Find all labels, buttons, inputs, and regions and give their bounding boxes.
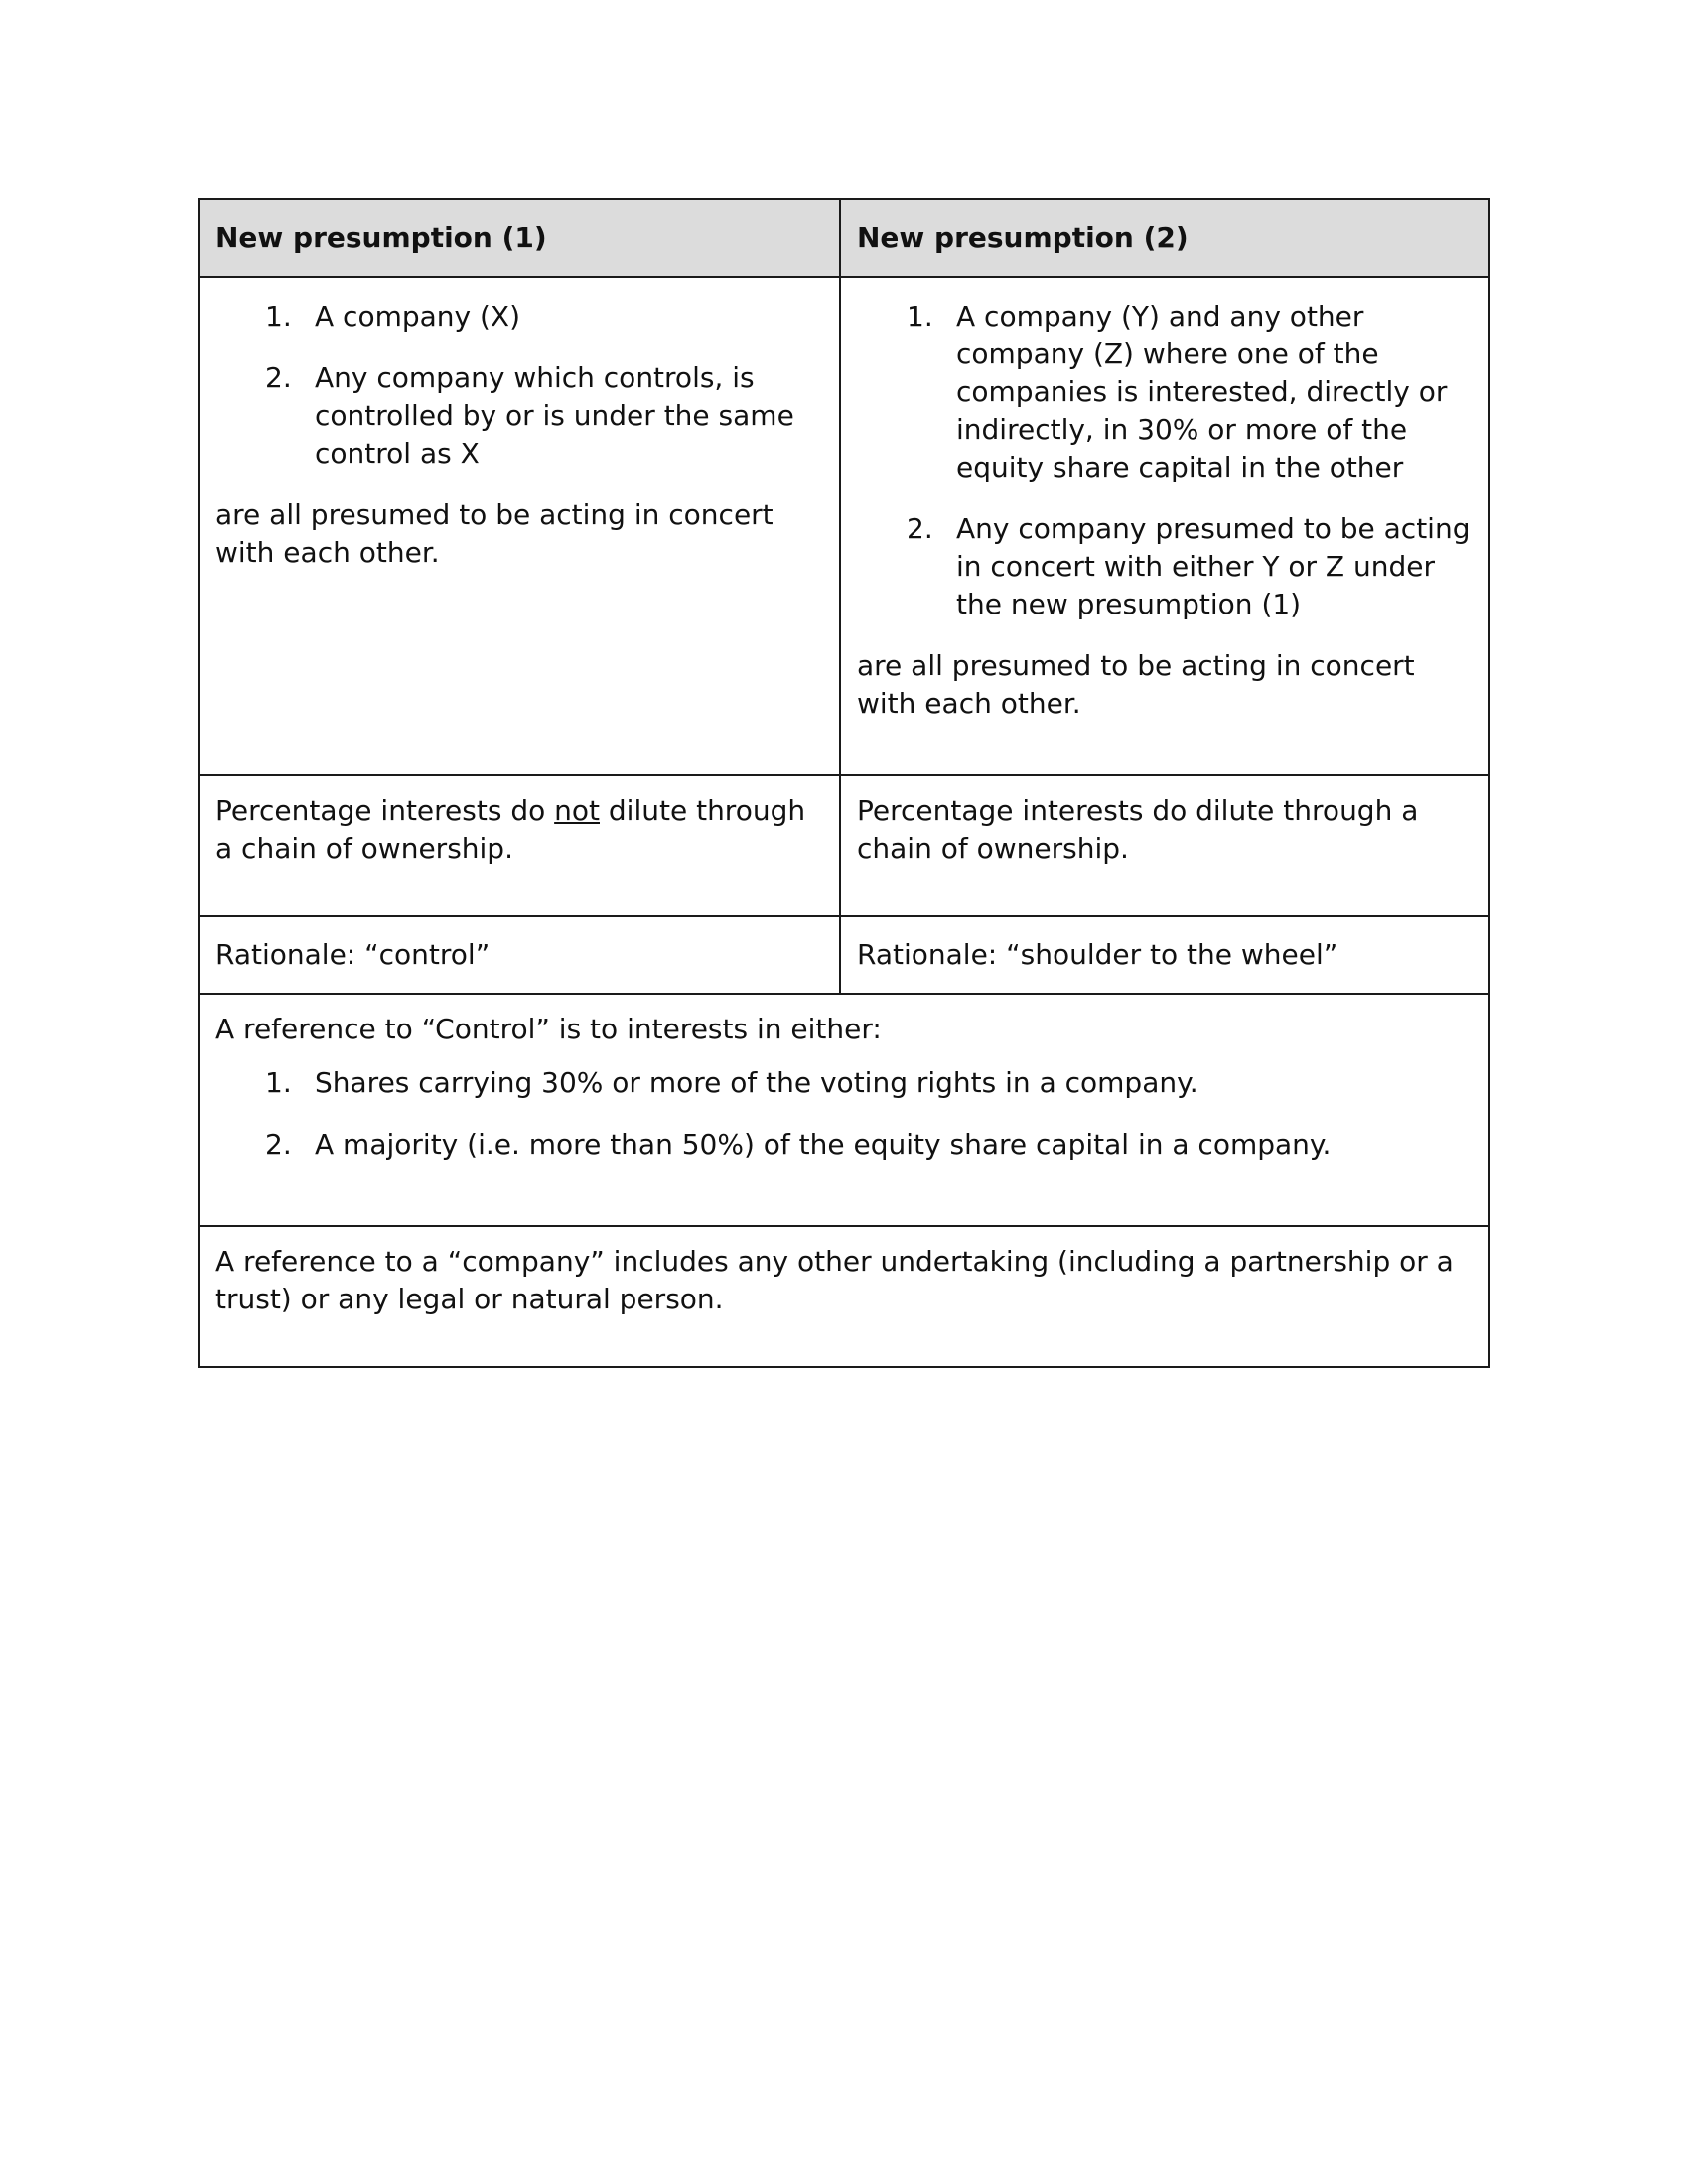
list-number: 1. [907,300,933,333]
presumption-2-list [857,298,1473,623]
rationale-row [199,916,1489,994]
header-presumption-2: New presumption (2) [840,199,1489,277]
dilution-left-before: Percentage interests do [215,794,555,827]
list-number: 1. [265,300,292,333]
list-text: Any company presumed to be acting in concert with either Y or Z under the new presumption (1) [956,512,1471,620]
control-definition-row [199,994,1489,1226]
list-item [215,298,823,336]
list-item [857,510,1473,623]
list-number: 1. [265,1066,292,1099]
presumption-details-row [199,277,1489,775]
dilution-right-cell [840,775,1489,916]
presumption-1-list [215,298,823,473]
company-definition-row [199,1226,1489,1367]
header-presumption-1: New presumption (1) [199,199,840,277]
list-item [857,298,1473,486]
company-definition-text: A reference to a “company” includes any other undertaking (including a partnership or a trust) or any legal or natural person. [215,1245,1454,1315]
presumption-2-cell [840,277,1489,775]
dilution-right-text: Percentage interests do dilute through a chain of ownership. [857,794,1419,865]
list-number: 2. [907,512,933,545]
presumption-1-closing: are all presumed to be acting in concert with each other. [215,498,774,569]
list-text: Any company which controls, is controlled by or is under the same control as X [315,361,794,470]
list-text: A company (Y) and any other company (Z) where one of the companies is interested, directly or indirectly, in 30% or more of the equity share capital in the other [956,300,1448,483]
dilution-left-cell [199,775,840,916]
list-number: 2. [265,361,292,394]
company-definition-cell [199,1226,1489,1367]
presumption-1-cell [199,277,840,775]
dilution-left-text [215,792,823,868]
control-intro: A reference to “Control” is to interests in either: [215,1013,882,1045]
control-list [215,1064,1473,1163]
dilution-left-after: dilute through a chain of ownership. [215,794,806,865]
presumptions-table [198,198,1490,1368]
rationale-right: Rationale: “shoulder to the wheel” [840,916,1489,994]
list-text: A company (X) [315,300,521,333]
dilution-left-emphasis: not [554,794,600,827]
control-definition-cell [199,994,1489,1226]
list-item [215,359,823,473]
dilution-row [199,775,1489,916]
list-item [215,1064,1473,1102]
list-text: A majority (i.e. more than 50%) of the equity share capital in a company. [315,1128,1332,1160]
rationale-left: Rationale: “control” [199,916,840,994]
presumption-2-closing: are all presumed to be acting in concert with each other. [857,649,1415,720]
table-header-row [199,199,1489,277]
list-text: Shares carrying 30% or more of the voting rights in a company. [315,1066,1198,1099]
list-item [215,1126,1473,1163]
list-number: 2. [265,1128,292,1160]
